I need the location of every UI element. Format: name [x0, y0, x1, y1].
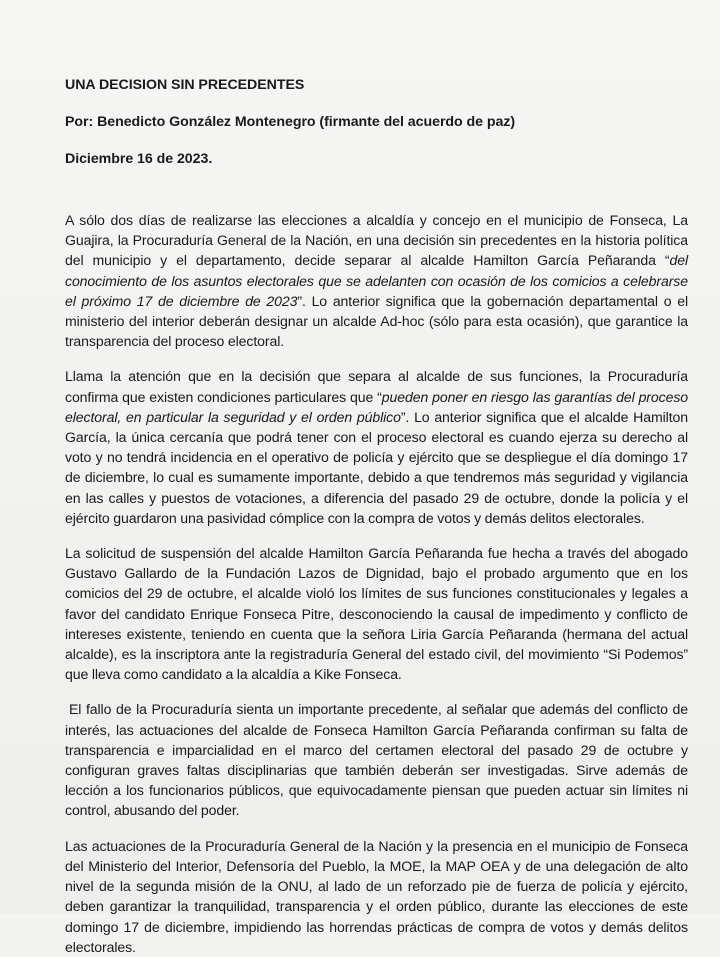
paragraph-2-quote: pueden poner en riesgo las garantías del proceso electoral, en particular la seguridad y el orden público [65, 388, 689, 425]
paragraph-3 [65, 543, 688, 684]
document-date: Diciembre 16 de 2023. [65, 151, 213, 167]
paragraph-1-part-1: A sólo dos días de realizarse las elecciones a alcaldía y concejo en el municipio de Fonseca, La Guajira, la Procuraduría General de la Nación, en una decisión sin precedentes en la historia política del municipio y el departamento, decide separar al alcalde Hamilton García Peñaranda “ [65, 212, 688, 269]
paragraph-1-part-3: ”. Lo anterior significa que la gobernación departamental o el ministerio del interior deberán designar un alcalde Ad-hoc (sólo para esta ocasión), que garantice la transparencia del proceso electoral. [65, 292, 688, 350]
paragraph-1-quote: del conocimiento de los asuntos electorales que se adelanten con ocasión de los comicios a celebrarse el próximo 17 de diciembre de 2023 [65, 252, 688, 309]
paragraph-2-part-3: ”. Lo anterior significa que el alcalde Hamilton García, la única cercanía que podrá tener con el proceso electoral es cuando ejerza su derecho al voto y no tendrá incidencia en el operativo de policía y ejército que se despliegue el día domingo 17 de diciembre, lo cual es sumamente importante, debido a que tendremos más seguridad y vigilancia en las calles y puestos de votaciones, a diferencia del pasado 29 de octubre, donde la policía y el ejército guardaron una pasividad cómplice con la compra de votos y demás delitos electorales. [65, 408, 688, 526]
paragraph-2 [65, 366, 688, 528]
paragraph-4 [65, 699, 688, 820]
paragraph-1 [65, 210, 688, 351]
paragraph-4-text: El fallo de la Procuraduría sienta un importante precedente, al señalar que además del conflicto de interés, las actuaciones del alcalde de Fonseca Hamilton García Peñaranda confirman su falta de transparencia e imparcialidad en el marco del certamen electoral del pasado 29 de octubre y configuran graves faltas disciplinarias que también deberán ser investigadas. Sirve además de lección a los funcionarios públicos, que equivocadamente piensan que pueden actuar sin límites ni control, abusando del poder. [65, 701, 688, 819]
document-byline: Por: Benedicto González Montenegro (firmante del acuerdo de paz) [65, 114, 516, 130]
paragraph-5-text: Las actuaciones de la Procuraduría General de la Nación y la presencia en el municipio de Fonseca del Ministerio del Interior, Defensoría del Pueblo, la MOE, la MAP OEA y de una delegación de alto nivel de la segunda misión de la ONU, al lado de un reforzado pie de fuerza de policía y ejército, deben garantizar la tranquilidad, transparencia y el orden público, durante las elecciones de este domingo 17 de diciembre, impidiendo las horrendas prácticas de compra de votos y demás delitos electorales. [65, 837, 688, 955]
paragraph-5 [65, 836, 688, 957]
document-title: UNA DECISION SIN PRECEDENTES [65, 77, 305, 93]
paragraph-2-part-1: Llama la atención que en la decisión que separa al alcalde de sus funciones, la Procuraduría confirma que existen condiciones particulares que “ [65, 368, 688, 405]
header-spacer [65, 187, 688, 210]
paragraph-3-text: La solicitud de suspensión del alcalde Hamilton García Peñaranda fue hecha a través del abogado Gustavo Gallardo de la Fundación Lazos de Dignidad, bajo el probado argumento que en los comicios del 29 de octubre, el alcalde violó los límites de sus funciones constitucionales y legales a favor del candidato Enrique Fonseca Pitre, desconociendo la causal de impedimento y conflicto de intereses existente, teniendo en cuenta que la señora Liria García Peñaranda (hermana del actual alcalde), es la inscriptora ante la registraduría General del estado civil, del movimiento “Si Podemos” que lleva como candidato a la alcaldía a Kike Fonseca. [65, 545, 688, 683]
